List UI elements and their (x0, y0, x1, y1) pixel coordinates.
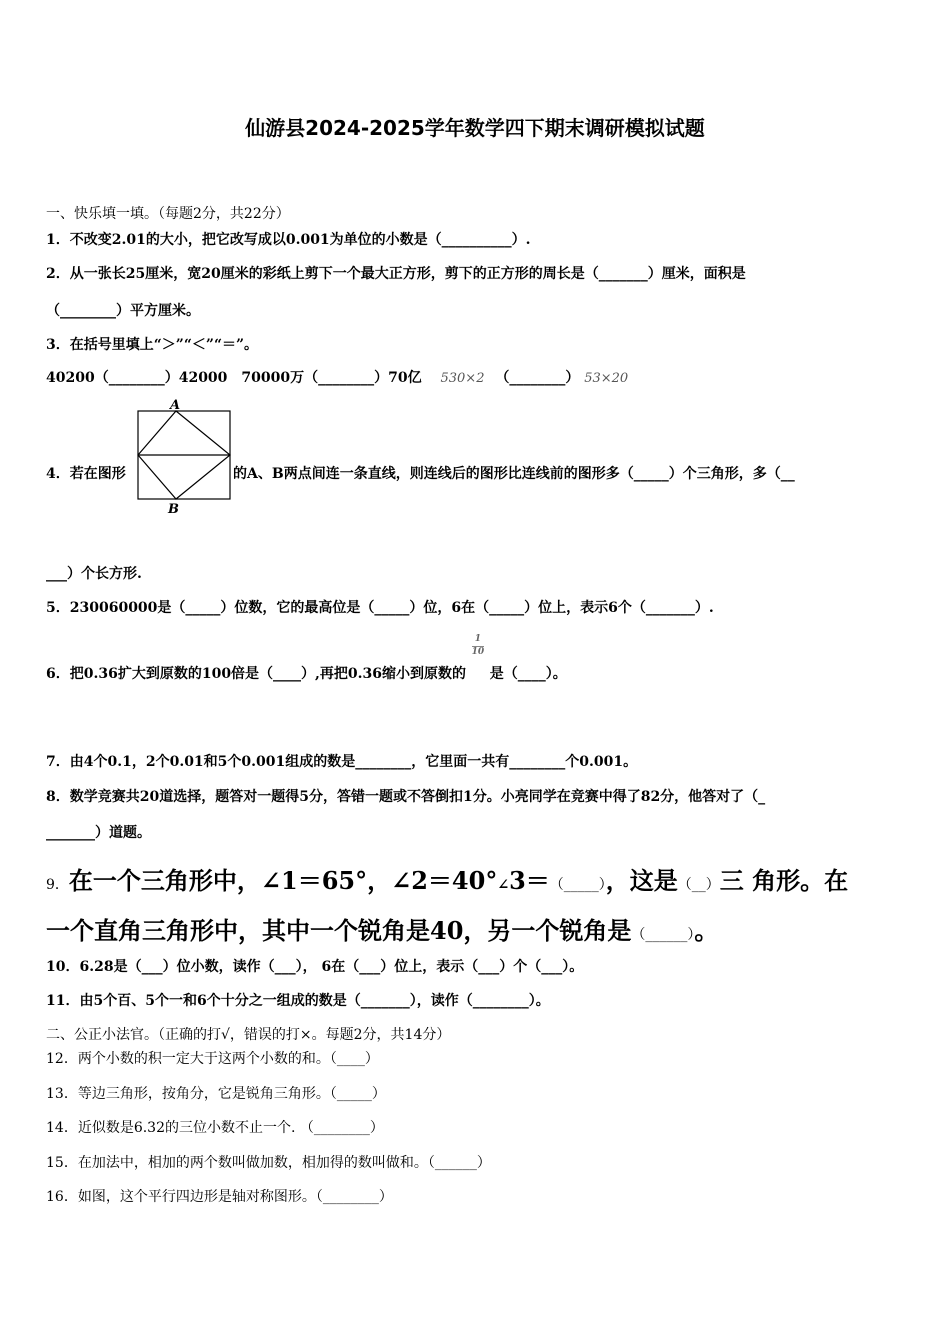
page-title: 仙游县2024-2025学年数学四下期末调研模拟试题 (245, 116, 705, 140)
question-13: 13．等边三角形，按角分，它是锐角三角形。（_____） (46, 1086, 386, 1102)
question-3: 3．在括号里填上“＞”“＜”“＝”。 (46, 337, 259, 353)
question-9-number: 9． (46, 877, 69, 893)
rectangle-figure (134, 396, 234, 516)
question-1: 1．不改变2.01的大小，把它改写成以0.001为单位的小数是（__________）. (46, 232, 531, 248)
question-9-blank-3: （______） (631, 927, 695, 943)
question-9-text-b: 3＝ (509, 866, 550, 895)
section-2-heading: 二、公正小法官。（正确的打√，错误的打×。每题2分，共14分） (46, 1027, 451, 1043)
fraction-numerator: 1 (474, 634, 482, 644)
figure-label-a: A (170, 398, 181, 413)
question-3-items (46, 367, 628, 387)
question-6 (46, 634, 567, 683)
section-1-heading: 一、快乐填一填。（每题2分，共22分） (46, 206, 290, 222)
question-3-expr-1: 530×2 (440, 371, 485, 386)
question-3-blank: （________） (495, 370, 580, 386)
question-16: 16．如图，这个平行四边形是轴对称图形。（________） (46, 1189, 393, 1205)
question-3-items-a: 40200（________）42000 70000万（________）70亿 (46, 370, 422, 386)
question-2-line-1: 2．从一张长25厘米，宽20厘米的彩纸上剪下一个最大正方形，剪下的正方形的周长是（_______）厘米，面积是 (46, 266, 746, 282)
question-11: 11．由5个百、5个一和6个十分之一组成的数是（_______），读作（________）。 (46, 993, 550, 1009)
question-2-line-2: （________）平方厘米。 (46, 303, 200, 319)
angle-3-symbol: ∠ (497, 877, 510, 893)
question-9-text-e: 一个直角三角形中，其中一个锐角是40，另一个锐角是 (46, 916, 632, 945)
question-9-text-c: ，这是 (605, 866, 678, 895)
one-tenth-fraction (471, 634, 485, 678)
question-9-text-f: 。 (694, 916, 719, 945)
question-8-line-1: 8．数学竞赛共20道选择，题答对一题得5分，答错一题或不答倒扣1分。小亮同学在竞赛中得了82分，他答对了（_ (46, 789, 766, 805)
question-12: 12．两个小数的积一定大于这两个小数的和。（____） (46, 1051, 379, 1067)
figure-label-b: B (168, 502, 179, 516)
question-9-text-a: 在一个三角形中，∠1＝65°，∠2＝40° (68, 866, 498, 895)
fraction-denominator: 10 (471, 647, 485, 657)
question-4-prefix: 4．若在图形 (46, 466, 126, 482)
question-4-suffix: 的A、B两点间连一条直线，则连线后的图形比连线前的图形多（_____）个三角形，多（__ (233, 466, 795, 482)
question-8-line-2: _______）道题。 (46, 825, 151, 841)
question-9-line-1 (46, 861, 848, 896)
question-9-line-2 (46, 911, 718, 946)
question-5: 5．230060000是（_____）位数，它的最高位是（_____）位，6在（_____）位上，表示6个（_______）. (46, 600, 714, 616)
question-9-text-d: 三 角形。在 (719, 866, 849, 895)
question-7: 7．由4个0.1，2个0.01和5个0.001组成的数是________，它里面一共有________个0.001。 (46, 754, 638, 770)
question-9-blank-2: （__） (677, 877, 720, 893)
question-9-blank-1: （_____） (549, 877, 606, 893)
question-4-line-2: ___）个长方形. (46, 566, 142, 582)
question-6-prefix: 6．把0.36扩大到原数的100倍是（____）,再把0.36缩小到原数的 (46, 666, 467, 682)
question-6-suffix: 是（____）。 (489, 666, 567, 682)
question-15: 15．在加法中，相加的两个数叫做加数，相加得的数叫做和。（______） (46, 1155, 491, 1171)
question-3-expr-2: 53×20 (584, 371, 629, 386)
question-10: 10．6.28是（___）位小数，读作（___）， 6在（___）位上，表示（___）个（___）。 (46, 959, 584, 975)
question-14: 14．近似数是6.32的三位小数不止一个. （________） (46, 1120, 384, 1136)
